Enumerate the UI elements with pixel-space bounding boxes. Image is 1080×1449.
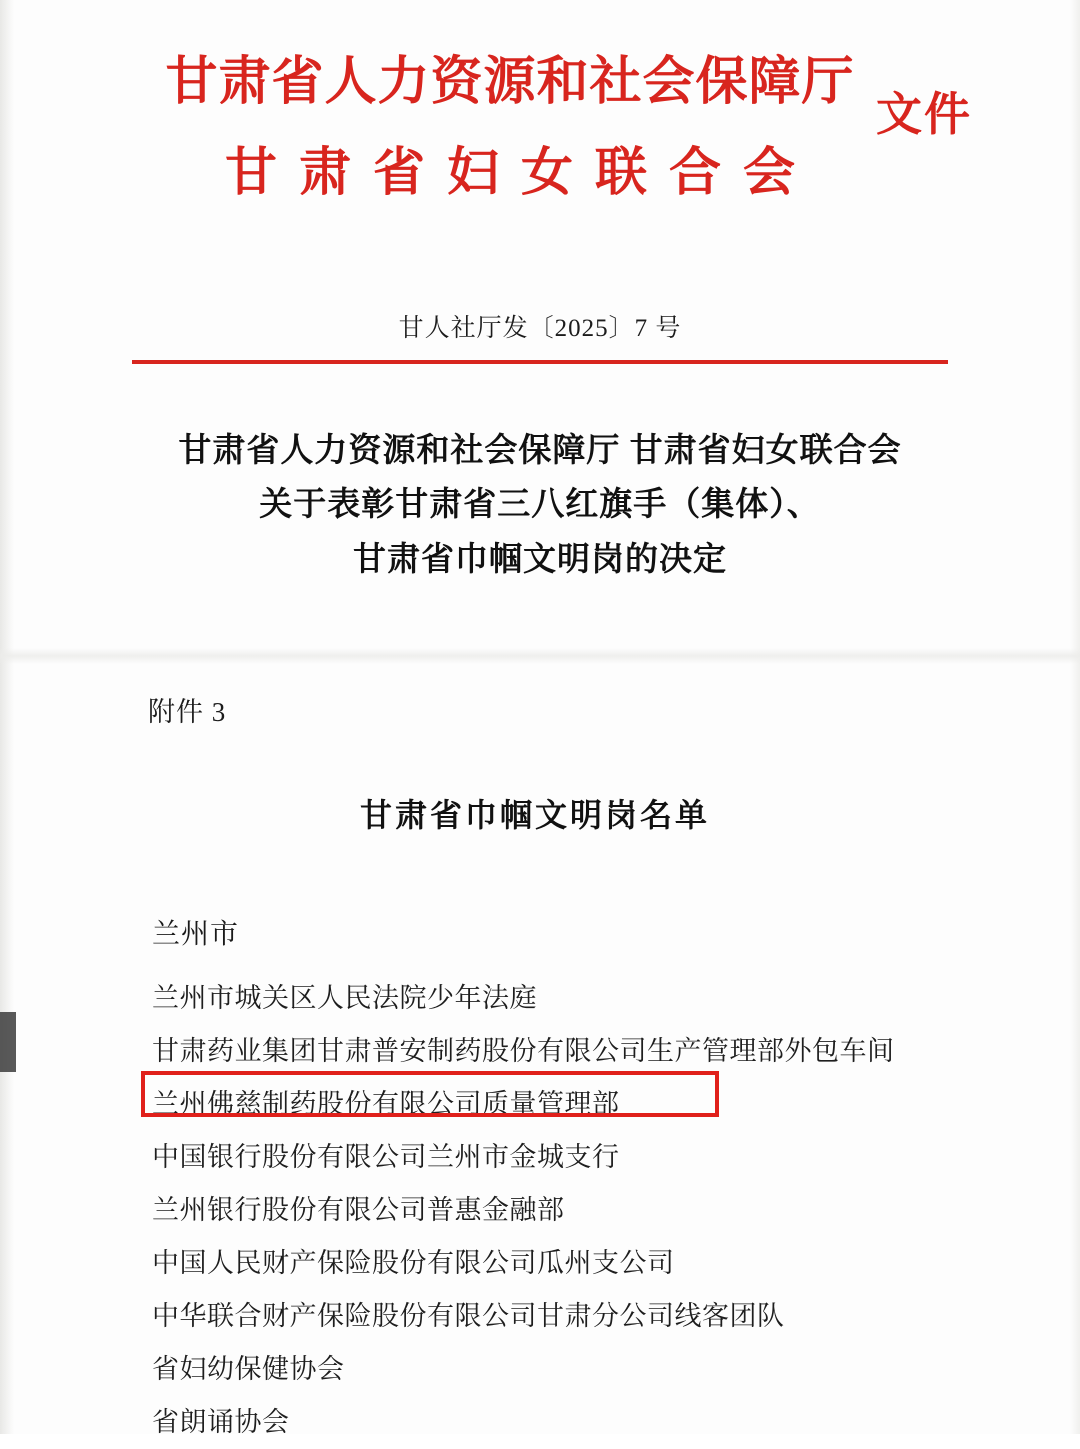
list-item: 兰州市城关区人民法院少年法庭 <box>152 983 537 1013</box>
page-title-line-2: 关于表彰甘肃省三八红旗手（集体）、 <box>259 487 821 524</box>
scan-edge-left <box>0 0 14 1434</box>
red-divider-rule <box>132 360 948 364</box>
page-title <box>80 424 1000 587</box>
list-item: 中国人民财产保险股份有限公司瓜州支公司 <box>152 1248 675 1278</box>
city-heading: 兰州市 <box>152 919 240 950</box>
list-item: 中华联合财产保险股份有限公司甘肃分公司线客团队 <box>152 1301 785 1331</box>
attachment-label: 附件 3 <box>148 697 227 727</box>
masthead-line-1: 甘肃省人力资源和社会保障厅 <box>165 54 855 111</box>
document-number: 甘人社厅发〔2025〕7 号 <box>398 315 682 342</box>
scan-corner-mark <box>0 1012 16 1072</box>
award-list <box>152 972 1040 1449</box>
list-item: 甘肃药业集团甘肃普安制药股份有限公司生产管理部外包车间 <box>152 1036 895 1066</box>
list-item: 中国银行股份有限公司兰州市金城支行 <box>152 1142 620 1172</box>
scan-edge-right <box>1070 0 1080 1434</box>
list-item: 兰州银行股份有限公司普惠金融部 <box>152 1195 565 1225</box>
masthead-line-2: 甘肃省妇女联合会 <box>224 145 817 203</box>
list-item: 省朗诵协会 <box>152 1407 290 1437</box>
list-heading: 甘肃省巾帼文明岗名单 <box>359 797 710 833</box>
list-item-highlighted: 兰州佛慈制药股份有限公司质量管理部 <box>152 1089 620 1119</box>
scan-seam <box>0 648 1080 664</box>
list-item: 省妇幼保健协会 <box>152 1354 345 1384</box>
page-title-line-1: 甘肃省人力资源和社会保障厅 甘肃省妇女联合会 <box>178 433 902 469</box>
masthead-document-badge: 文件 <box>876 89 972 140</box>
page-title-line-3: 甘肃省巾帼文明岗的决定 <box>353 541 727 578</box>
